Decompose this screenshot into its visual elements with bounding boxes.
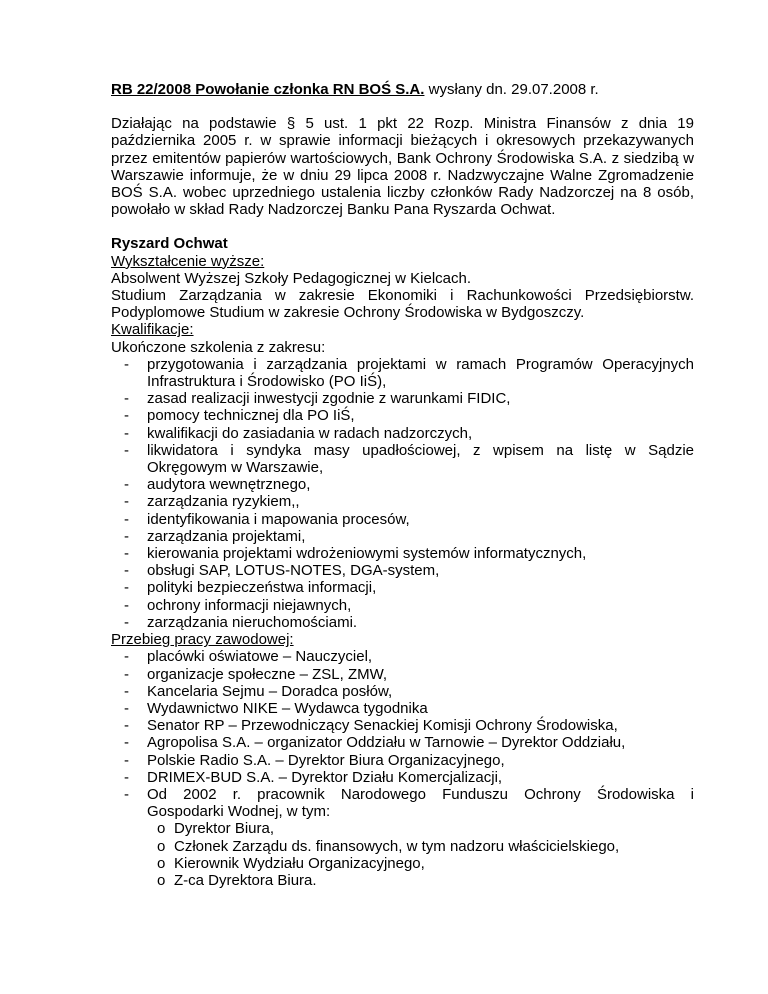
list-item-nfosigw bbox=[111, 786, 694, 820]
sub-list-item: o Z-ca Dyrektora Biura. bbox=[111, 872, 694, 889]
person-name: Ryszard Ochwat bbox=[111, 235, 228, 253]
list-item: - placówki oświatowe – Nauczyciel, bbox=[111, 648, 694, 665]
report-sent-date: wysłany dn. 29.07.2008 r. bbox=[424, 81, 599, 98]
list-item: - organizacje społeczne – ZSL, ZMW, bbox=[111, 666, 694, 683]
list-item: - identyfikowania i mapowania procesów, bbox=[111, 511, 694, 528]
career-list bbox=[111, 648, 694, 820]
sub-list-item: o Dyrektor Biura, bbox=[111, 820, 694, 837]
list-item: - DRIMEX-BUD S.A. – Dyrektor Działu Komercjalizacji, bbox=[111, 769, 694, 786]
list-item: - zarządzania projektami, bbox=[111, 528, 694, 545]
report-heading bbox=[111, 81, 694, 98]
list-item: - Wydawnictwo NIKE – Wydawca tygodnika bbox=[111, 700, 694, 717]
list-item: - zarządzania ryzykiem,, bbox=[111, 493, 694, 510]
list-item: - kierowania projektami wdrożeniowymi systemów informatycznych, bbox=[111, 545, 694, 562]
list-item: - zasad realizacji inwestycji zgodnie z warunkami FIDIC, bbox=[111, 390, 694, 407]
list-item: - zarządzania nieruchomościami. bbox=[111, 614, 694, 631]
list-item-line: - Od 2002 r. pracownik Narodowego Funduszu Ochrony Środowiska i bbox=[147, 785, 694, 803]
list-item: - pomocy technicznej dla PO IiŚ, bbox=[111, 407, 694, 424]
list-item: - przygotowania i zarządzania projektami w ramach Programów Operacyjnych Infrastruktura i Środowisko (PO IiŚ), bbox=[111, 356, 694, 390]
list-item-line: Gospodarki Wodnej, w tym: bbox=[147, 803, 331, 821]
education-heading: Wykształcenie wyższe: bbox=[111, 252, 265, 270]
list-item: - Senator RP – Przewodniczący Senackiej Komisji Ochrony Środowiska, bbox=[111, 717, 694, 734]
list-item: - polityki bezpieczeństwa informacji, bbox=[111, 579, 694, 596]
sub-list-item: o Członek Zarządu ds. finansowych, w tym nadzoru właścicielskiego, bbox=[111, 838, 694, 855]
list-item: - kwalifikacji do zasiadania w radach nadzorczych, bbox=[111, 425, 694, 442]
list-item: - ochrony informacji niejawnych, bbox=[111, 597, 694, 614]
education-line: Absolwent Wyższej Szkoły Pedagogicznej w Kielcach. bbox=[111, 269, 472, 287]
list-item: - likwidatora i syndyka masy upadłościowej, z wpisem na listę w Sądzie Okręgowym w Warszawie, bbox=[111, 442, 694, 476]
list-item: - Kancelaria Sejmu – Doradca posłów, bbox=[111, 683, 694, 700]
education-line: Studium Zarządzania w zakresie Ekonomiki i Rachunkowości Przedsiębiorstw. bbox=[111, 287, 694, 305]
education-line: Podyplomowe Studium w zakresie Ochrony Środowiska w Bydgoszczy. bbox=[111, 304, 585, 322]
qualifications-list bbox=[111, 356, 694, 631]
qualifications-intro: Ukończone szkolenia z zakresu: bbox=[111, 338, 326, 356]
career-heading: Przebieg pracy zawodowej: bbox=[111, 631, 294, 649]
intro-paragraph: Działając na podstawie § 5 ust. 1 pkt 22 Rozp. Ministra Finansów z dnia 19 października 2005 r. w sprawie informacji bieżących i okresowych przekazywanych przez emitentów papierów wartościowych, Bank Ochrony Środowiska S.A. z siedzibą w Warszawie informuje, że w dniu 29 lipca 2008 r. Nadzwyczajne Walne Zgromadzenie BOŚ S.A. wobec uprzedniego ustalenia liczby członków Rady Nadzorczej na 8 osób, powołało w skład Rady Nadzorczej Banku Pana Ryszarda Ochwat. bbox=[111, 115, 694, 219]
career-sub-list bbox=[111, 820, 694, 889]
list-item: - Polskie Radio S.A. – Dyrektor Biura Organizacyjnego, bbox=[111, 752, 694, 769]
career-section bbox=[111, 631, 694, 889]
sub-list-item: o Kierownik Wydziału Organizacyjnego, bbox=[111, 855, 694, 872]
list-item: - obsługi SAP, LOTUS-NOTES, DGA-system, bbox=[111, 562, 694, 579]
list-item: - audytora wewnętrznego, bbox=[111, 476, 694, 493]
list-item: - Agropolisa S.A. – organizator Oddziału w Tarnowie – Dyrektor Oddziału, bbox=[111, 734, 694, 751]
education-section bbox=[111, 253, 694, 322]
report-title: RB 22/2008 Powołanie członka RN BOŚ S.A. bbox=[111, 81, 425, 98]
qualifications-section bbox=[111, 321, 694, 631]
qualifications-heading: Kwalifikacje: bbox=[111, 321, 194, 339]
